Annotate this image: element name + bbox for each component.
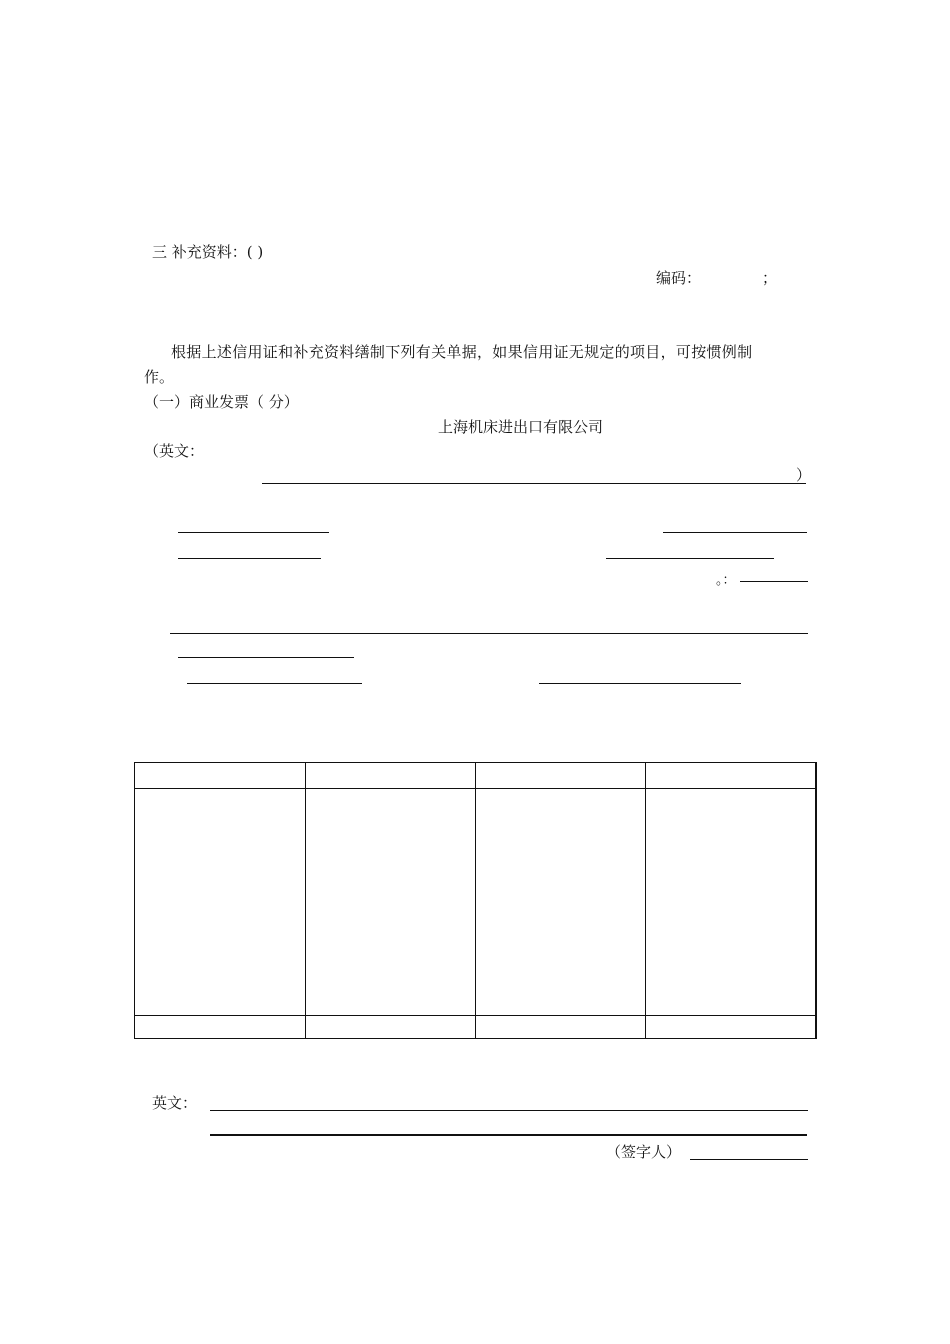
signer-label: （签字人） <box>606 1143 682 1161</box>
english-name-blank[interactable] <box>262 483 806 484</box>
table-column-divider <box>305 763 306 1038</box>
code-label: 编码： <box>656 269 702 287</box>
blank-2-right[interactable] <box>606 558 774 559</box>
blank-4-left[interactable] <box>178 657 354 658</box>
company-name: 上海机床进出口有限公司 <box>438 418 604 436</box>
blank-5-left[interactable] <box>187 683 362 684</box>
footer-english-label: 英文： <box>152 1094 198 1112</box>
signer-blank[interactable] <box>690 1159 808 1160</box>
blank-5-right[interactable] <box>539 683 741 684</box>
instruction-line-2: 作。 <box>144 368 175 386</box>
blank-3-right[interactable] <box>740 581 808 582</box>
instruction-line-1: 根据上述信用证和补充资料缮制下列有关单据，如果信用证无规定的项目，可按惯例制 <box>171 343 753 361</box>
english-open-label: （英文： <box>144 442 205 460</box>
table-column-divider <box>645 763 646 1038</box>
blank-1-right[interactable] <box>663 532 807 533</box>
invoice-table <box>134 762 817 1039</box>
small-mark: 。： <box>716 573 736 588</box>
code-semicolon: ； <box>762 269 778 287</box>
footer-english-blank-2[interactable] <box>210 1134 807 1136</box>
table-column-divider <box>475 763 476 1038</box>
section-heading: 三 补充资料：( ) <box>152 243 264 261</box>
invoice-heading: （一）商业发票（ 分） <box>144 393 299 411</box>
blank-1-left[interactable] <box>178 532 329 533</box>
blank-2-left[interactable] <box>178 558 321 559</box>
footer-english-blank-1[interactable] <box>210 1110 808 1111</box>
blank-long[interactable] <box>170 633 808 634</box>
english-close-paren: ） <box>796 466 812 484</box>
